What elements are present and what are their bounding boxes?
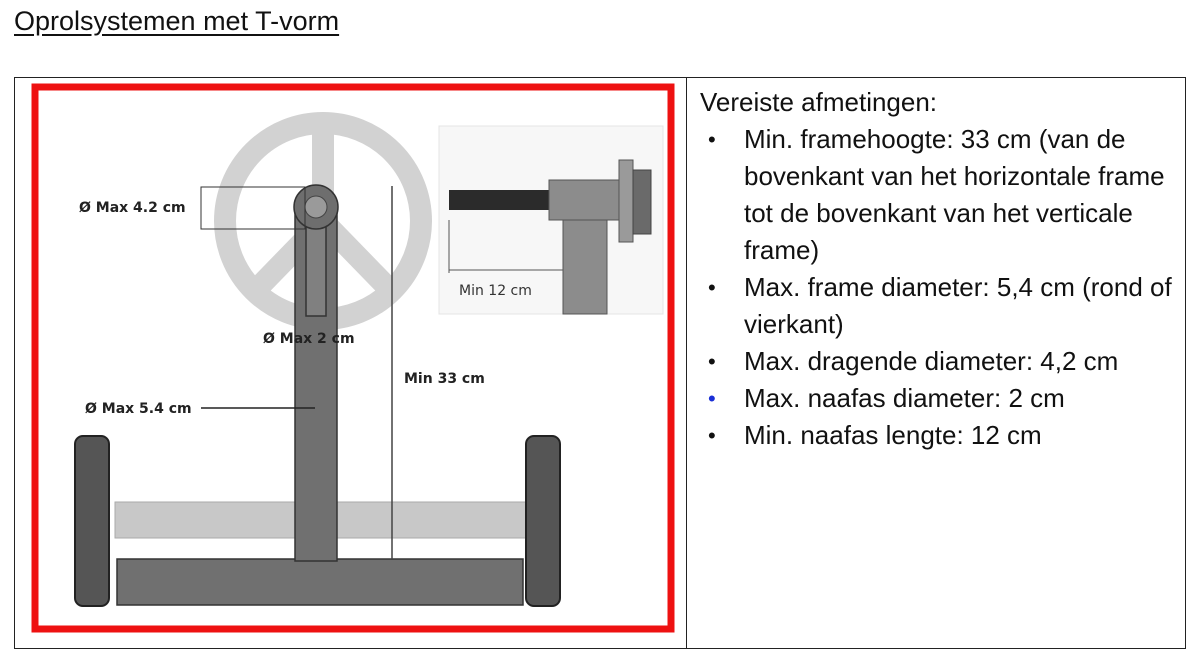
axle-detail-inset	[439, 126, 663, 314]
right-wheel	[526, 436, 560, 606]
inset-vertical-frame	[563, 220, 607, 314]
min-height-label: Min 33 cm	[404, 371, 485, 387]
list-item: • Min. framehoogte: 33 cm (van de bovenkant van het horizontale frame tot de bovenkant van het verticale frame)	[700, 121, 1190, 269]
bullet-icon: •	[708, 349, 716, 374]
max-frame-label: Ø Max 5.4 cm	[85, 401, 192, 417]
bullet-icon: •	[708, 423, 716, 448]
list-item: • Max. dragende diameter: 4,2 cm	[700, 343, 1190, 380]
requirements-heading: Vereiste afmetingen:	[700, 87, 938, 117]
left-wheel	[75, 436, 109, 606]
page-title: Oprolsystemen met T-vorm	[14, 6, 340, 36]
requirements-cell	[700, 84, 1190, 454]
min-axle-length-label: Min 12 cm	[459, 283, 532, 299]
requirements-list	[700, 121, 1190, 454]
bullet-icon: •	[708, 386, 716, 411]
content-table	[14, 77, 1186, 649]
bearing-inner	[305, 196, 327, 218]
t-frame-diagram	[15, 78, 686, 648]
diagram-cell	[15, 78, 686, 648]
bullet-icon: •	[708, 275, 716, 300]
list-item: • Max. naafas diameter: 2 cm	[700, 380, 1190, 417]
hub-axle	[449, 190, 553, 210]
max-bearing-label: Ø Max 4.2 cm	[79, 200, 186, 216]
column-divider	[686, 78, 687, 648]
max-axle-label: Ø Max 2 cm	[263, 331, 355, 347]
list-item: • Max. frame diameter: 5,4 cm (rond of vierkant)	[700, 269, 1190, 343]
axle-coupler	[549, 180, 619, 220]
horizontal-frame	[117, 559, 523, 605]
bullet-icon: •	[708, 127, 716, 152]
list-item: • Min. naafas lengte: 12 cm	[700, 417, 1190, 454]
hub-flange	[619, 160, 633, 242]
